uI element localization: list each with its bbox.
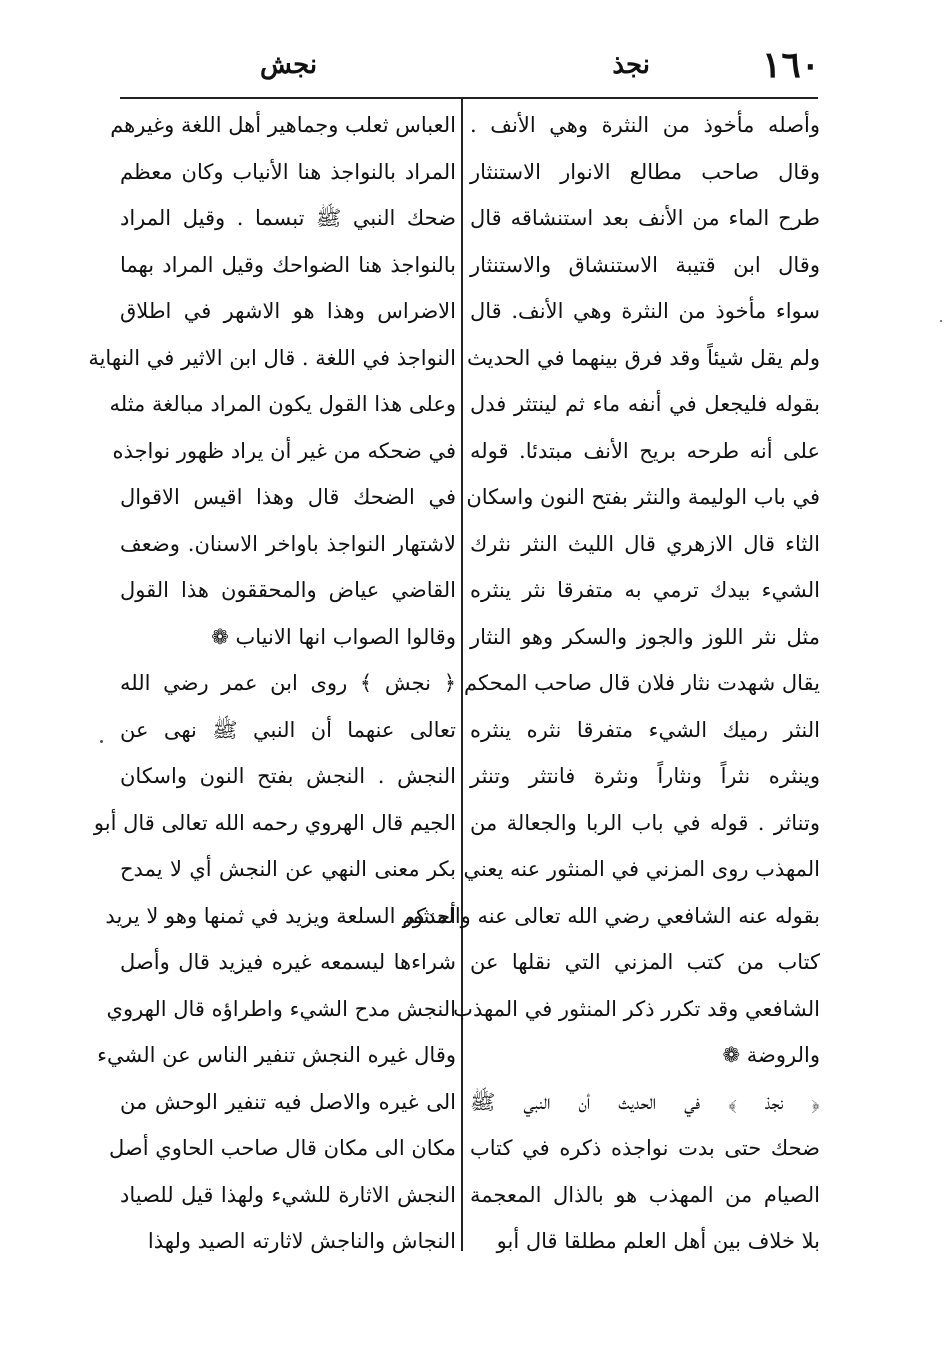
- right-column-line: الثاء قال الازهري قال الليث النثر نثرك: [470, 531, 820, 556]
- right-column-line: مثل نثر اللوز والجوز والسكر وهو النثار: [470, 624, 820, 649]
- header-rule: [120, 97, 818, 99]
- left-column-line: في ضحكه من غير أن يراد ظهور نواجذه: [112, 438, 456, 463]
- right-column-line: بلا خلاف بين أهل العلم مطلقا قال أبو: [496, 1229, 820, 1253]
- left-column-line: وعلى هذا القول يكون المراد مبالغة مثله: [109, 392, 456, 416]
- header-entry-right: نجذ: [612, 50, 650, 80]
- right-column-line: في باب الوليمة والنثر بفتح النون واسكان: [466, 485, 820, 509]
- left-column-line: وقال غيره النجش تنفير الناس عن الشيء: [97, 1043, 456, 1067]
- scan-speck: [100, 740, 103, 743]
- right-column-line: بقوله عنه الشافعي رضي الله تعالى عنه والمنثور: [402, 903, 820, 928]
- page-number: ١٦٠: [761, 44, 820, 86]
- right-column-line: وأصله مأخوذ من النثرة وهي الأنف .: [470, 113, 820, 137]
- page-header: [120, 44, 820, 94]
- left-column: [88, 102, 456, 1265]
- left-column-line: بكر معنى النهي عن النجش أي لا يمدح: [120, 857, 456, 881]
- left-column-line: وقالوا الصواب انها الانياب ❁: [211, 624, 456, 649]
- right-column-line: طرح الماء من الأنف بعد استنشاقه قال: [470, 206, 820, 230]
- right-column-line: وينثره نثراً ونثاراً ونثرة فانتثر وتنثر: [470, 764, 820, 788]
- right-column-line: النثر رميك الشيء متفرقا نثره ينثره: [470, 717, 820, 742]
- right-column: [402, 102, 820, 1265]
- column-divider: [461, 99, 463, 1251]
- left-column-line: الى غيره والاصل فيه تنفير الوحش من: [120, 1089, 456, 1114]
- left-column-line: النجاش والناجش لاثارته الصيد ولهذا: [147, 1229, 456, 1253]
- left-column-line: لاشتهار النواجذ باواخر الاسنان. وضعف: [120, 531, 456, 556]
- left-column-line: ﴿ نجش ﴾ روى ابن عمر رضي الله: [120, 671, 456, 695]
- left-column-line: أحدكم السلعة ويزيد في ثمنها وهو لا يريد: [105, 903, 456, 928]
- left-column-line: مكان الى مكان قال صاحب الحاوي أصل: [109, 1136, 456, 1160]
- right-column-line: كتاب من كتب المزني التي نقلها عن: [470, 950, 820, 974]
- right-column-line: يقال شهدت نثار فلان قال صاحب المحكم: [464, 671, 820, 695]
- left-column-line: النجش . النجش بفتح النون واسكان: [120, 764, 456, 788]
- left-column-line: الجيم قال الهروي رحمه الله تعالى قال أبو: [93, 810, 456, 835]
- left-column-line: النجش الاثارة للشيء ولهذا قيل للصياد: [120, 1182, 456, 1207]
- left-column-line: النجش مدح الشيء واطراؤه قال الهروي: [106, 996, 456, 1021]
- right-column-line: وقال صاحب مطالع الانوار الاستنثار: [470, 159, 820, 184]
- left-column-line: بالنواجذ هنا الضواحك وقيل المراد بهما: [120, 252, 456, 277]
- left-column-line: ضحك النبي ﷺ تبسما . وقيل المراد: [120, 206, 456, 230]
- left-column-line: شراءها ليسمعه غيره فيزيد قال وأصل: [120, 950, 456, 974]
- right-column-line: بقوله فليجعل في أنفه ماء ثم لينتثر فدل: [470, 392, 820, 416]
- left-column-line: تعالى عنهما أن النبي ﷺ نهى عن: [120, 717, 456, 742]
- right-column-line: الصيام من المهذب هو بالذال المعجمة: [470, 1182, 820, 1207]
- left-column-line: النواجذ في اللغة . قال ابن الاثير في النهاية: [88, 345, 456, 370]
- left-column-line: العباس ثعلب وجماهير أهل اللغة وغيرهم: [110, 113, 456, 137]
- left-column-line: المراد بالنواجذ هنا الأنياب وكان معظم: [120, 159, 456, 184]
- scan-speck: [940, 320, 942, 322]
- right-column-line: المهذب روى المزني في المنثور عنه يعني: [463, 857, 820, 881]
- right-column-line: ضحك حتى بدت نواجذه ذكره في كتاب: [470, 1136, 820, 1160]
- right-column-line: ﴿ نجذ ﴾ في الحديث أن النبي ﷺ: [470, 1089, 820, 1114]
- right-column-line: على أنه طرحه بريح الأنف مبتدئا. قوله: [470, 438, 820, 463]
- right-column-line: وتناثر . قوله في باب الربا والجعالة من: [470, 810, 820, 835]
- right-column-line: الشافعي وقد تكرر ذكر المنثور في المهذب: [453, 996, 820, 1021]
- right-column-line: الشيء بيدك ترمي به متفرقا نثر ينثره: [470, 578, 820, 602]
- left-column-line: القاضي عياض والمحققون هذا القول: [120, 578, 456, 602]
- right-column-line: وقال ابن قتيبة الاستنشاق والاستنثار: [470, 252, 820, 277]
- header-entry-left: نجش: [260, 50, 318, 80]
- right-column-line: ولم يقل شيئاً وقد فرق بينهما في الحديث: [467, 345, 820, 370]
- left-column-line: الاضراس وهذا هو الاشهر في اطلاق: [120, 299, 456, 323]
- left-column-line: في الضحك قال وهذا اقيس الاقوال: [120, 485, 456, 509]
- right-column-line: والروضة ❁: [722, 1043, 820, 1067]
- right-column-line: سواء مأخوذ من النثرة وهي الأنف. قال: [470, 299, 820, 323]
